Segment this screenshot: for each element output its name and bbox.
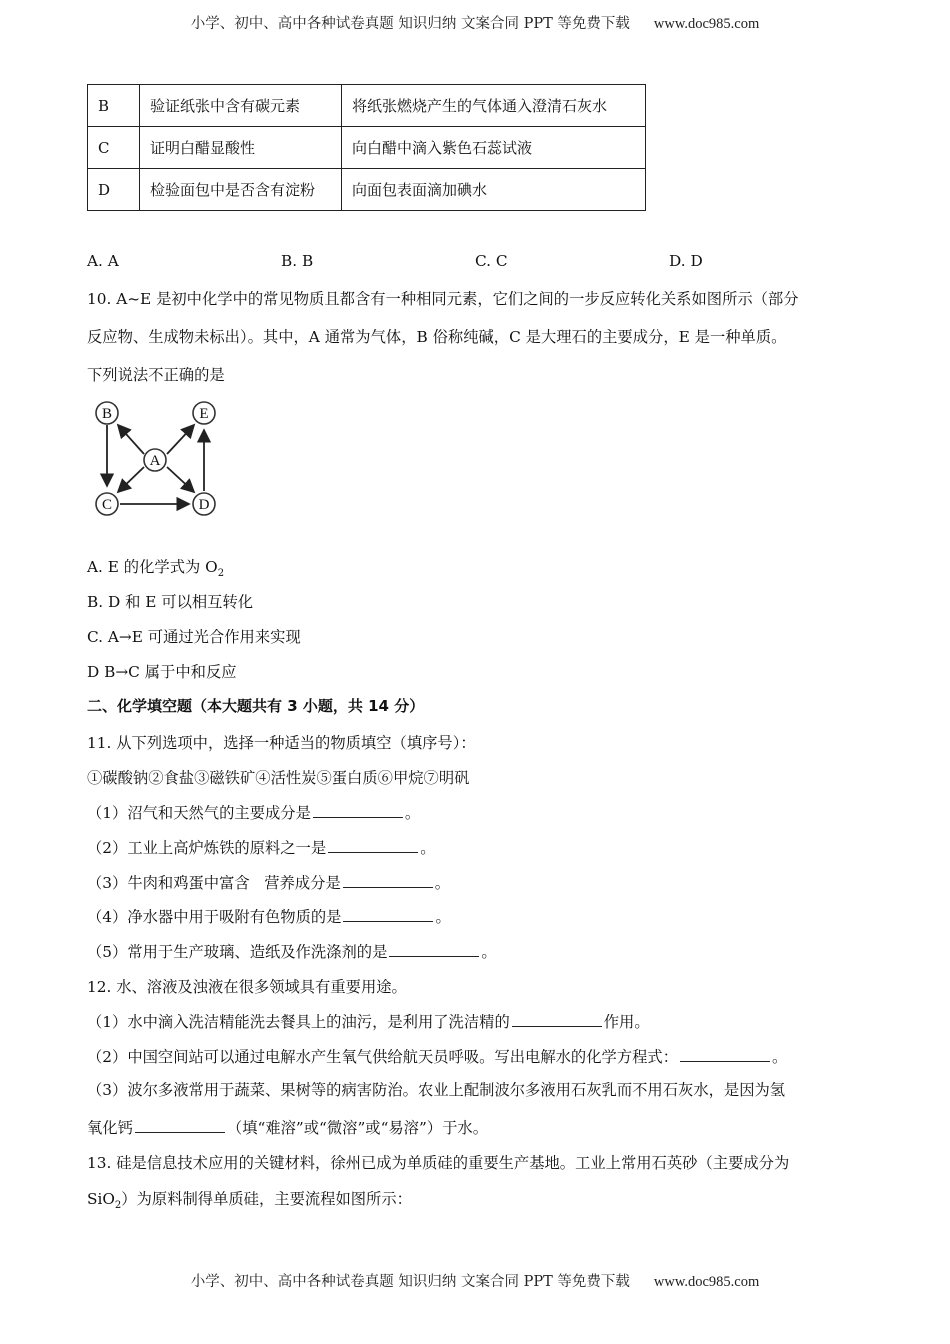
answer-blank[interactable]: [313, 803, 403, 818]
q9-options: [87, 252, 863, 270]
q12-item-1: [87, 1010, 650, 1032]
header-text: 小学、初中、高中各种试卷真题 知识归纳 文案合同 PPT 等免费下载: [190, 16, 630, 32]
q11-item-2: [87, 836, 436, 858]
q10-option-a[interactable]: [87, 555, 224, 579]
q12-stem: 12. 水、溶液及浊液在很多领域具有重要用途。: [87, 978, 407, 996]
q11-stem: 11. 从下列选项中，选择一种适当的物质填空（填序号）：: [87, 734, 476, 752]
q11-item-1: [87, 801, 420, 823]
arrow-a-to-e: [167, 425, 194, 454]
q10-stem-line3: 下列说法不正确的是: [87, 366, 225, 384]
table-cell-method: 向白醋中滴入紫色石蕊试液: [342, 127, 646, 169]
q13-stem-line2: [87, 1187, 412, 1211]
q10-option-d[interactable]: D B→C 属于中和反应: [87, 663, 237, 681]
node-c-label: C: [101, 497, 113, 513]
q10-option-a-sub: 2: [217, 568, 225, 580]
table-cell-purpose: 证明白醋显酸性: [140, 127, 342, 169]
q13-stem-line1: 13. 硅是信息技术应用的关键材料，徐州已成为单质硅的重要生产基地。工业上常用石英砂（主要成分为: [87, 1154, 790, 1172]
q12-item-2-end: 。: [772, 1048, 788, 1066]
q11-item-5-text: （5）常用于生产玻璃、造纸及作洗涤剂的是: [87, 943, 388, 961]
table-row: [88, 169, 646, 211]
q11-item-5: [87, 940, 497, 962]
experiment-table: [87, 84, 646, 211]
q12-item-3-end: （填“难溶”或“微溶”或“易溶”）于水。: [226, 1119, 488, 1137]
q12-item-3-line2: [87, 1116, 488, 1138]
table-cell-purpose: 检验面包中是否含有淀粉: [140, 169, 342, 211]
node-b-label: B: [101, 406, 113, 422]
node-d-label: D: [198, 497, 210, 513]
q10-stem-line2: 反应物、生成物未标出）。其中，A 通常为气体，B 俗称纯碱，C 是大理石的主要成分，E 是一种单质。: [87, 328, 787, 346]
q13-formula: SiO: [87, 1190, 115, 1208]
page-header: [0, 12, 950, 33]
page-footer: [0, 1270, 950, 1291]
conversion-diagram: [88, 393, 228, 523]
node-a-label: A: [149, 453, 161, 469]
arrow-a-to-c: [118, 467, 144, 492]
q11-item-5-end: 。: [481, 943, 497, 961]
q11-item-4: [87, 905, 451, 927]
q12-item-3-line1: （3）波尔多液常用于蔬菜、果树等的病害防治。农业上配制波尔多液用石灰乳而不用石灰水，是因为氢: [87, 1081, 786, 1099]
answer-blank[interactable]: [343, 873, 433, 888]
footer-text: 小学、初中、高中各种试卷真题 知识归纳 文案合同 PPT 等免费下载: [190, 1274, 630, 1290]
q9-option-c[interactable]: C. C: [475, 252, 508, 270]
arrow-a-to-d: [167, 467, 194, 492]
answer-blank[interactable]: [343, 907, 433, 922]
q13-formula-sub: 2: [114, 1200, 122, 1212]
q10-option-c[interactable]: C. A→E 可通过光合作用来实现: [87, 628, 301, 646]
q9-option-b[interactable]: B. B: [281, 252, 314, 270]
table-cell-id: D: [88, 169, 140, 211]
q12-item-2: [87, 1045, 787, 1067]
q13-stem-line2-text: ）为原料制得单质硅，主要流程如图所示：: [121, 1190, 412, 1208]
q11-item-1-text: （1）沼气和天然气的主要成分是: [87, 804, 311, 822]
footer-site-link[interactable]: www.doc985.com: [653, 1274, 760, 1290]
answer-blank[interactable]: [680, 1047, 770, 1062]
answer-blank[interactable]: [328, 838, 418, 853]
section-2-title: 二、化学填空题（本大题共有 3 小题，共 14 分）: [87, 697, 425, 715]
q11-item-3-end: 。: [434, 874, 451, 892]
answer-blank[interactable]: [512, 1012, 602, 1027]
q10-stem-line1: 10. A~E 是初中化学中的常见物质且都含有一种相同元素，它们之间的一步反应转化关系如图所示（部分: [87, 290, 799, 308]
table-cell-method: 将纸张燃烧产生的气体通入澄清石灰水: [342, 85, 646, 127]
q11-item-2-end: 。: [420, 839, 436, 857]
table-cell-purpose: 验证纸张中含有碳元素: [140, 85, 342, 127]
arrow-a-to-b: [118, 425, 144, 454]
answer-blank[interactable]: [389, 942, 479, 957]
q11-choices: ①碳酸钠②食盐③磁铁矿④活性炭⑤蛋白质⑥甲烷⑦明矾: [87, 769, 470, 787]
q12-item-2-text: （2）中国空间站可以通过电解水产生氧气供给航天员呼吸。写出电解水的化学方程式：: [87, 1048, 679, 1066]
table-row: [88, 85, 646, 127]
q11-item-3: [87, 871, 450, 893]
table-cell-method: 向面包表面滴加碘水: [342, 169, 646, 211]
q10-option-b[interactable]: B. D 和 E 可以相互转化: [87, 593, 254, 611]
q12-item-1-text: （1）水中滴入洗洁精能洗去餐具上的油污，是利用了洗洁精的: [87, 1013, 510, 1031]
node-e-label: E: [199, 406, 209, 422]
table-cell-id: B: [88, 85, 140, 127]
q9-option-d[interactable]: D. D: [669, 252, 703, 270]
header-site-link[interactable]: www.doc985.com: [653, 16, 760, 32]
q9-option-a[interactable]: A. A: [87, 252, 119, 270]
table-cell-id: C: [88, 127, 140, 169]
q11-item-4-end: 。: [435, 908, 451, 926]
q11-item-1-end: 。: [404, 804, 421, 822]
q11-item-3-text: （3）牛肉和鸡蛋中富含 营养成分是: [87, 874, 341, 892]
table-row: [88, 127, 646, 169]
q10-option-a-text: A. E 的化学式为 O: [87, 558, 218, 576]
q11-item-4-text: （4）净水器中用于吸附有色物质的是: [87, 908, 342, 926]
q12-item-1-end: 作用。: [603, 1013, 650, 1031]
q11-item-2-text: （2）工业上高炉炼铁的原料之一是: [87, 839, 327, 857]
answer-blank[interactable]: [135, 1118, 225, 1133]
q12-item-3-text: 氧化钙: [87, 1119, 133, 1137]
